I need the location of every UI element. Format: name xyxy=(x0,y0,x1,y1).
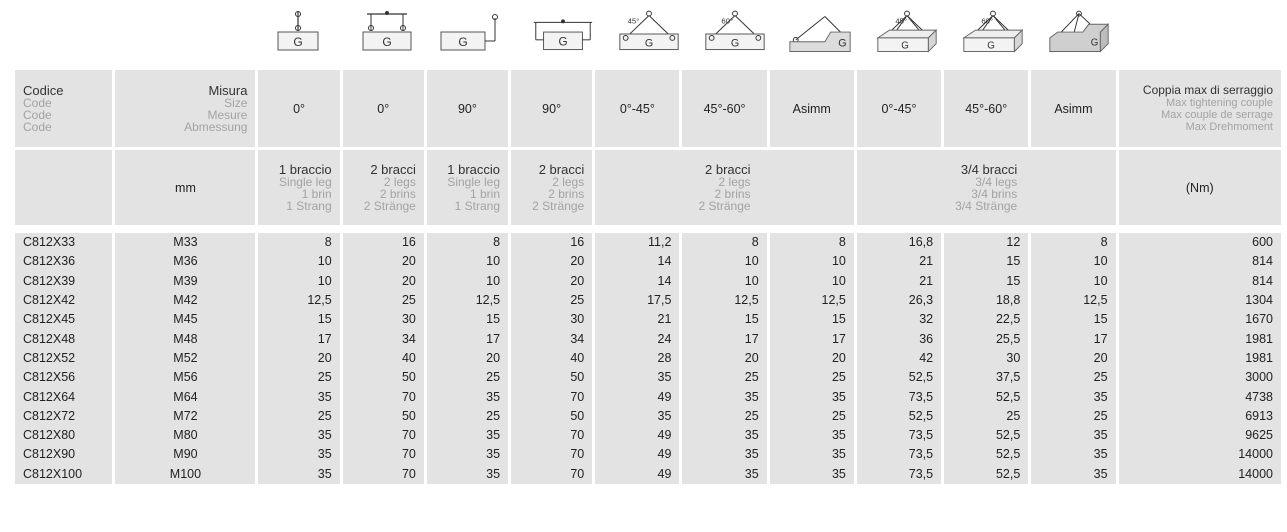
load-value-cell: 35 xyxy=(427,445,508,464)
legs-label-en: 2 legs xyxy=(552,175,585,189)
load-value-cell: 16 xyxy=(511,233,592,252)
torque-cell: 814 xyxy=(1119,252,1281,271)
legs-label-en: Single leg xyxy=(447,175,501,189)
lift-double-side-icon xyxy=(528,6,598,62)
load-value-cell: 30 xyxy=(343,310,424,329)
load-value-cell: 25,5 xyxy=(944,329,1028,348)
load-value-cell: 20 xyxy=(511,252,592,271)
icon-angle-label: 60° xyxy=(721,16,734,26)
load-value-cell: 10 xyxy=(258,252,339,271)
angle-header: 45°-60° xyxy=(682,70,766,150)
table-row xyxy=(15,465,1281,484)
load-value-cell: 10 xyxy=(682,252,766,271)
header-size-cell xyxy=(115,70,255,150)
load-value-cell: 14 xyxy=(595,272,679,291)
load-value-cell: 20 xyxy=(770,349,854,368)
size-label-de: Abmessung xyxy=(184,120,248,134)
load-value-cell: 10 xyxy=(1031,272,1115,291)
load-value-cell: 50 xyxy=(343,407,424,426)
load-value-cell: 70 xyxy=(343,387,424,406)
torque-cell: 1981 xyxy=(1119,349,1281,368)
load-value-cell: 11,2 xyxy=(595,233,679,252)
torque-unit: (Nm) xyxy=(1119,150,1281,233)
load-value-cell: 34 xyxy=(343,329,424,348)
icon-letter: G xyxy=(458,35,468,49)
load-value-cell: 15 xyxy=(944,272,1028,291)
load-value-cell: 73,5 xyxy=(857,426,941,445)
load-value-cell: 70 xyxy=(511,465,592,484)
load-value-cell: 50 xyxy=(511,407,592,426)
icon-letter: G xyxy=(293,35,303,49)
load-value-cell: 25 xyxy=(427,368,508,387)
load-value-cell: 70 xyxy=(343,465,424,484)
load-value-cell: 8 xyxy=(770,233,854,252)
load-value-cell: 35 xyxy=(258,426,339,445)
load-value-cell: 73,5 xyxy=(857,465,941,484)
load-value-cell: 16,8 xyxy=(857,233,941,252)
lift-single-side-icon xyxy=(436,6,506,62)
lifting-icons-row xyxy=(0,0,1287,68)
angle-header: 90° xyxy=(511,70,592,150)
icon-letter: G xyxy=(730,37,740,50)
torque-cell: 6913 xyxy=(1119,407,1281,426)
load-value-cell: 35 xyxy=(1031,465,1115,484)
lift-asymmetric-icon xyxy=(786,6,856,62)
code-cell: C812X33 xyxy=(15,233,112,252)
icon-angle-label: 45° xyxy=(895,16,908,26)
legs-label-en: 2 legs xyxy=(718,174,751,189)
table-row xyxy=(15,252,1281,271)
table-row xyxy=(15,233,1281,252)
load-value-cell: 30 xyxy=(944,349,1028,368)
load-value-cell: 12,5 xyxy=(682,291,766,310)
load-value-cell: 25 xyxy=(1031,407,1115,426)
angle-header: Asimm xyxy=(770,70,854,150)
legs-label-fr: 1 brin xyxy=(301,187,332,201)
load-value-cell: 15 xyxy=(258,310,339,329)
legs-label-de: 2 Stränge xyxy=(363,199,416,213)
icon-letter: G xyxy=(1090,37,1099,49)
load-table xyxy=(12,70,1284,484)
load-value-cell: 28 xyxy=(595,349,679,368)
icon-letter: G xyxy=(558,35,568,49)
table-row xyxy=(15,291,1281,310)
load-value-cell: 12,5 xyxy=(427,291,508,310)
code-cell: C812X64 xyxy=(15,387,112,406)
icon-letter: G xyxy=(644,37,654,50)
lift-double-vertical-icon xyxy=(352,6,422,62)
legs-label-it: 1 braccio xyxy=(278,162,332,177)
load-value-cell: 25 xyxy=(258,368,339,387)
icon-letter: G xyxy=(901,40,909,52)
table-row xyxy=(15,329,1281,348)
load-value-cell: 20 xyxy=(427,349,508,368)
torque-cell: 3000 xyxy=(1119,368,1281,387)
angle-header: Asimm xyxy=(1031,70,1115,150)
legs-label-it: 2 bracci xyxy=(705,161,751,177)
load-value-cell: 35 xyxy=(1031,387,1115,406)
load-value-cell: 14 xyxy=(595,252,679,271)
load-value-cell: 35 xyxy=(595,407,679,426)
load-value-cell: 21 xyxy=(857,252,941,271)
load-value-cell: 20 xyxy=(258,349,339,368)
size-cell: M90 xyxy=(115,445,255,464)
angle-header: 0° xyxy=(343,70,424,150)
legs-label-fr: 2 brins xyxy=(548,187,585,201)
icon-letter: G xyxy=(838,37,847,50)
load-value-cell: 20 xyxy=(1031,349,1115,368)
legs-label-fr: 2 brins xyxy=(714,186,751,201)
legs-label-en: Single leg xyxy=(278,175,332,189)
unit-mm: mm xyxy=(115,150,255,233)
angle-header: 90° xyxy=(427,70,508,150)
size-cell: M100 xyxy=(115,465,255,484)
torque-label-en: Max tightening couple xyxy=(1165,97,1273,109)
code-label-de: Code xyxy=(23,120,52,134)
load-value-cell: 12,5 xyxy=(258,291,339,310)
load-value-cell: 10 xyxy=(1031,252,1115,271)
load-value-cell: 35 xyxy=(770,445,854,464)
load-value-cell: 10 xyxy=(770,252,854,271)
legs-label-fr: 1 brin xyxy=(470,187,501,201)
load-value-cell: 25 xyxy=(770,407,854,426)
load-value-cell: 34 xyxy=(511,329,592,348)
load-value-cell: 49 xyxy=(595,387,679,406)
load-value-cell: 70 xyxy=(511,426,592,445)
icon-letter: G xyxy=(987,40,995,52)
load-value-cell: 17 xyxy=(258,329,339,348)
legs-label-en: 3/4 legs xyxy=(975,174,1018,189)
load-value-cell: 15 xyxy=(770,310,854,329)
legs-label-it: 3/4 bracci xyxy=(960,161,1018,177)
load-value-cell: 12 xyxy=(944,233,1028,252)
legs-single-2 xyxy=(427,150,508,233)
lift-multi-leg-60-icon xyxy=(958,6,1028,62)
code-cell: C812X48 xyxy=(15,329,112,348)
code-cell: C812X72 xyxy=(15,407,112,426)
load-value-cell: 52,5 xyxy=(944,445,1028,464)
load-value-cell: 16 xyxy=(343,233,424,252)
torque-cell: 1304 xyxy=(1119,291,1281,310)
load-value-cell: 36 xyxy=(857,329,941,348)
torque-label-it: Coppia max di serraggio xyxy=(1142,83,1273,97)
load-value-cell: 52,5 xyxy=(857,368,941,387)
load-value-cell: 25 xyxy=(511,291,592,310)
load-value-cell: 25 xyxy=(258,407,339,426)
size-cell: M52 xyxy=(115,349,255,368)
size-cell: M45 xyxy=(115,310,255,329)
torque-cell: 4738 xyxy=(1119,387,1281,406)
load-value-cell: 70 xyxy=(343,445,424,464)
load-value-cell: 35 xyxy=(770,387,854,406)
load-value-cell: 20 xyxy=(511,272,592,291)
torque-cell: 14000 xyxy=(1119,465,1281,484)
blank-cell xyxy=(15,150,112,233)
legs-label-fr: 3/4 brins xyxy=(971,186,1018,201)
load-value-cell: 20 xyxy=(682,349,766,368)
load-value-cell: 35 xyxy=(682,387,766,406)
size-cell: M64 xyxy=(115,387,255,406)
code-label-fr: Code xyxy=(23,108,52,122)
header-row-angles xyxy=(15,70,1281,150)
load-value-cell: 17 xyxy=(770,329,854,348)
load-value-cell: 17 xyxy=(682,329,766,348)
load-value-cell: 15 xyxy=(1031,310,1115,329)
load-value-cell: 25 xyxy=(427,407,508,426)
legs-label-it: 2 bracci xyxy=(370,162,416,177)
code-cell: C812X80 xyxy=(15,426,112,445)
load-value-cell: 10 xyxy=(682,272,766,291)
header-code-cell xyxy=(15,70,112,150)
load-value-cell: 26,3 xyxy=(857,291,941,310)
load-value-cell: 73,5 xyxy=(857,387,941,406)
size-cell: M42 xyxy=(115,291,255,310)
table-row xyxy=(15,445,1281,464)
load-value-cell: 73,5 xyxy=(857,445,941,464)
header-row-legs xyxy=(15,150,1281,233)
load-value-cell: 35 xyxy=(1031,426,1115,445)
size-cell: M33 xyxy=(115,233,255,252)
load-value-cell: 49 xyxy=(595,426,679,445)
torque-cell: 814 xyxy=(1119,272,1281,291)
load-value-cell: 15 xyxy=(427,310,508,329)
load-value-cell: 8 xyxy=(427,233,508,252)
load-value-cell: 70 xyxy=(511,445,592,464)
table-body xyxy=(15,233,1281,484)
icon-letter: G xyxy=(382,35,392,49)
legs-double-group xyxy=(595,150,854,233)
load-value-cell: 42 xyxy=(857,349,941,368)
load-value-cell: 25 xyxy=(682,368,766,387)
load-value-cell: 35 xyxy=(258,445,339,464)
load-value-cell: 17 xyxy=(1031,329,1115,348)
load-value-cell: 10 xyxy=(258,272,339,291)
torque-cell: 600 xyxy=(1119,233,1281,252)
code-cell: C812X36 xyxy=(15,252,112,271)
size-cell: M72 xyxy=(115,407,255,426)
angle-header: 0° xyxy=(258,70,339,150)
legs-label-de: 1 Strang xyxy=(286,199,332,213)
lift-multi-asymmetric-icon xyxy=(1044,6,1114,62)
size-cell: M36 xyxy=(115,252,255,271)
load-value-cell: 25 xyxy=(682,407,766,426)
size-cell: M80 xyxy=(115,426,255,445)
torque-label-fr: Max couple de serrage xyxy=(1161,109,1273,121)
size-label-en: Size xyxy=(224,96,248,110)
size-cell: M56 xyxy=(115,368,255,387)
legs-label-it: 1 braccio xyxy=(447,162,501,177)
lift-two-leg-45-icon xyxy=(614,6,684,62)
legs-label-it: 2 bracci xyxy=(538,162,585,177)
load-value-cell: 20 xyxy=(343,272,424,291)
load-value-cell: 21 xyxy=(857,272,941,291)
load-value-cell: 35 xyxy=(258,387,339,406)
load-value-cell: 70 xyxy=(511,387,592,406)
load-value-cell: 17,5 xyxy=(595,291,679,310)
load-value-cell: 32 xyxy=(857,310,941,329)
code-label-it: Codice xyxy=(23,83,64,98)
code-cell: C812X90 xyxy=(15,445,112,464)
load-value-cell: 35 xyxy=(258,465,339,484)
code-cell: C812X56 xyxy=(15,368,112,387)
load-value-cell: 35 xyxy=(427,387,508,406)
load-value-cell: 25 xyxy=(944,407,1028,426)
load-value-cell: 21 xyxy=(595,310,679,329)
load-value-cell: 20 xyxy=(343,252,424,271)
load-value-cell: 25 xyxy=(770,368,854,387)
size-cell: M39 xyxy=(115,272,255,291)
legs-label-fr: 2 brins xyxy=(379,187,416,201)
load-value-cell: 8 xyxy=(1031,233,1115,252)
load-value-cell: 12,5 xyxy=(770,291,854,310)
table-row xyxy=(15,368,1281,387)
load-value-cell: 35 xyxy=(682,465,766,484)
table-row xyxy=(15,407,1281,426)
load-value-cell: 70 xyxy=(343,426,424,445)
torque-cell: 14000 xyxy=(1119,445,1281,464)
legs-single-1 xyxy=(258,150,339,233)
load-value-cell: 10 xyxy=(427,252,508,271)
icon-angle-label: 60° xyxy=(981,16,994,26)
load-value-cell: 49 xyxy=(595,445,679,464)
legs-multi-group xyxy=(857,150,1116,233)
load-value-cell: 8 xyxy=(258,233,339,252)
load-value-cell: 50 xyxy=(511,368,592,387)
load-value-cell: 12,5 xyxy=(1031,291,1115,310)
legs-label-de: 1 Strang xyxy=(454,199,501,213)
torque-cell: 1670 xyxy=(1119,310,1281,329)
load-value-cell: 30 xyxy=(511,310,592,329)
load-value-cell: 35 xyxy=(770,426,854,445)
table-row xyxy=(15,272,1281,291)
load-value-cell: 35 xyxy=(682,445,766,464)
size-label-it: Misura xyxy=(208,83,248,98)
icon-angle-label: 45° xyxy=(627,16,640,26)
load-value-cell: 40 xyxy=(511,349,592,368)
load-value-cell: 37,5 xyxy=(944,368,1028,387)
load-value-cell: 52,5 xyxy=(944,387,1028,406)
load-value-cell: 40 xyxy=(343,349,424,368)
load-value-cell: 17 xyxy=(427,329,508,348)
code-cell: C812X39 xyxy=(15,272,112,291)
legs-label-de: 2 Stränge xyxy=(532,199,585,213)
torque-cell: 9625 xyxy=(1119,426,1281,445)
load-value-cell: 35 xyxy=(427,465,508,484)
legs-label-de: 2 Stränge xyxy=(698,198,751,213)
load-value-cell: 8 xyxy=(682,233,766,252)
legs-double-1 xyxy=(343,150,424,233)
load-value-cell: 49 xyxy=(595,465,679,484)
load-value-cell: 52,5 xyxy=(857,407,941,426)
load-value-cell: 52,5 xyxy=(944,465,1028,484)
load-value-cell: 15 xyxy=(944,252,1028,271)
legs-label-de: 3/4 Stränge xyxy=(955,198,1018,213)
angle-header: 0°-45° xyxy=(595,70,679,150)
angle-header: 0°-45° xyxy=(857,70,941,150)
size-label-fr: Mesure xyxy=(207,108,248,122)
load-value-cell: 35 xyxy=(595,368,679,387)
lift-single-vertical-icon xyxy=(263,6,333,62)
code-label-en: Code xyxy=(23,96,52,110)
load-value-cell: 35 xyxy=(770,465,854,484)
table-row xyxy=(15,310,1281,329)
load-value-cell: 25 xyxy=(343,291,424,310)
code-cell: C812X100 xyxy=(15,465,112,484)
code-cell: C812X52 xyxy=(15,349,112,368)
load-value-cell: 24 xyxy=(595,329,679,348)
load-value-cell: 10 xyxy=(770,272,854,291)
lift-multi-leg-45-icon xyxy=(872,6,942,62)
code-cell: C812X45 xyxy=(15,310,112,329)
load-value-cell: 35 xyxy=(427,426,508,445)
legs-double-2 xyxy=(511,150,592,233)
legs-label-en: 2 legs xyxy=(383,175,416,189)
torque-label-de: Max Drehmoment xyxy=(1185,121,1273,133)
table-row xyxy=(15,349,1281,368)
load-value-cell: 18,8 xyxy=(944,291,1028,310)
table-row xyxy=(15,387,1281,406)
torque-cell: 1981 xyxy=(1119,329,1281,348)
load-value-cell: 50 xyxy=(343,368,424,387)
load-value-cell: 10 xyxy=(427,272,508,291)
load-value-cell: 22,5 xyxy=(944,310,1028,329)
load-value-cell: 35 xyxy=(682,426,766,445)
size-cell: M48 xyxy=(115,329,255,348)
lift-two-leg-60-icon xyxy=(700,6,770,62)
load-value-cell: 15 xyxy=(682,310,766,329)
header-torque-cell xyxy=(1119,70,1281,150)
table-row xyxy=(15,426,1281,445)
code-cell: C812X42 xyxy=(15,291,112,310)
load-value-cell: 35 xyxy=(1031,445,1115,464)
angle-header: 45°-60° xyxy=(944,70,1028,150)
load-value-cell: 25 xyxy=(1031,368,1115,387)
load-value-cell: 52,5 xyxy=(944,426,1028,445)
